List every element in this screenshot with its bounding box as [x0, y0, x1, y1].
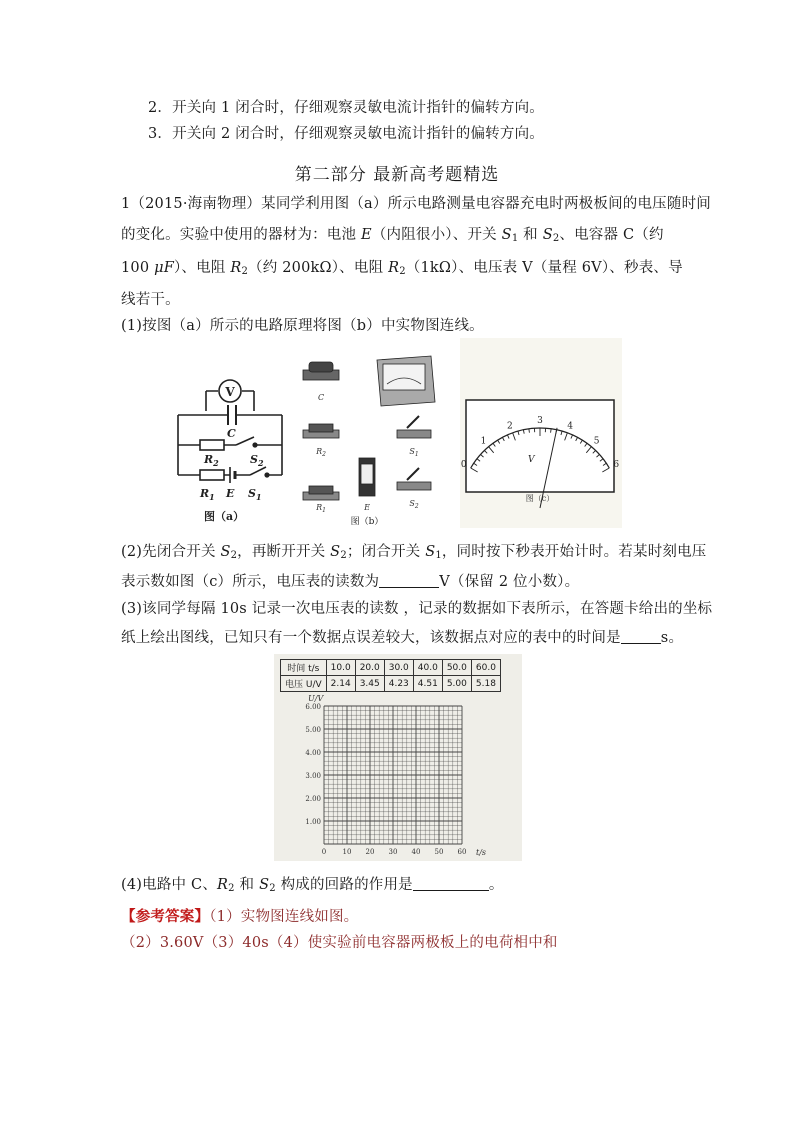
label-c: C — [227, 427, 236, 440]
b-label-r2: $R_2$ — [316, 447, 326, 458]
dial-tick-label: 5 — [593, 436, 600, 447]
fig-b-caption: 图（b） — [350, 517, 384, 526]
voltmeter-dial-c — [452, 338, 622, 528]
graph-xtick-label: 30 — [388, 848, 398, 856]
q1-part3-line1: (3)该同学每隔 10s 记录一次电压表的读数 ，记录的数据如下表所示，在答题卡给出的坐标 — [121, 601, 713, 617]
graph-ytick-label: 3.00 — [305, 772, 321, 780]
table-row-time — [281, 660, 501, 676]
q1-line4: 线若干。 — [121, 292, 180, 308]
q1-line3: 100 μF）、电阻 $R_2$（约 200kΩ）、电阻 $R_2(1k\Omega)$、电压表 V（量程 6V）、秒表、导 — [121, 260, 683, 277]
label-r2: $R_2$ — [204, 453, 219, 468]
graph-ytick-label: 1.00 — [305, 818, 321, 826]
dial-tick-label: 6 — [613, 460, 620, 470]
b-label-s2: $S_2$ — [409, 499, 419, 510]
b-label-e: E — [364, 503, 370, 512]
q1-part4: (4)电路中 C、$R_2$ 和 $S_2$ 构成的回路的作用是 。 — [121, 877, 504, 894]
graph-grid — [305, 703, 466, 856]
section-title: 第二部分 最新高考题精选 — [294, 165, 500, 185]
table-cell: 30.0 — [384, 660, 413, 676]
component-photo-b — [295, 348, 445, 526]
table-cell: 20.0 — [355, 660, 384, 676]
b-label-s1: $S_1$ — [409, 447, 419, 458]
label-s1: $S_1$ — [248, 487, 262, 502]
q1-part3-line2: 纸上绘出图线，已知只有一个数据点误差较大，该数据点对应的表中的时间是 s。 — [121, 630, 684, 646]
dial-tick-label: 1 — [480, 436, 487, 447]
graph-xlabel: t/s — [476, 848, 487, 857]
answer-line2: （2）3.60V（3）40s（4）使实验前电容器两极板上的电荷相中和 — [121, 935, 558, 951]
dial-tick-label: 3 — [537, 416, 543, 426]
step-3: 3．开关向 2 闭合时，仔细观察灵敏电流计指针的偏转方向。 — [148, 126, 544, 142]
table-cell: 2.14 — [326, 676, 355, 692]
dial-tick — [529, 429, 530, 433]
graph-ytick-label: 2.00 — [305, 795, 321, 803]
q1-line1: 1（2015·海南物理）某同学利用图（a）所示电路测量电容器充电时两极板间的电压随时间 — [121, 196, 711, 212]
graph-paper — [294, 692, 494, 858]
label-e: E — [226, 487, 235, 500]
step-2: 2．开关向 1 闭合时，仔细观察灵敏电流计指针的偏转方向。 — [148, 100, 544, 116]
graph-ytick-label: 4.00 — [305, 749, 321, 757]
table-cell: 3.45 — [355, 676, 384, 692]
answer-blank-purpose[interactable] — [413, 876, 489, 891]
table-header-time: 时间 t/s — [281, 660, 327, 676]
label-r1: $R_1$ — [200, 487, 215, 502]
graph-xtick-label: 40 — [411, 848, 421, 856]
table-cell: 10.0 — [326, 660, 355, 676]
table-cell: 50.0 — [442, 660, 471, 676]
q1-part2-line1: (2)先闭合开关 $S_2$，再断开开关 $S_2$；闭合开关 $S_1$，同时按下秒表开始计时。若某时刻电压 — [121, 544, 707, 561]
answer-line1: 【参考答案】（1）实物图连线如图。 — [121, 908, 359, 925]
graph-xtick-label: 0 — [321, 848, 327, 856]
dial-tick-label: 0 — [460, 460, 467, 470]
q1-part2-line2: 表示数如图（c）所示，电压表的读数为 V（保留 2 位小数）。 — [121, 574, 580, 590]
dial-tick-label: 2 — [507, 421, 513, 432]
answer-blank-voltage[interactable] — [379, 573, 439, 588]
graph-ytick-label: 6.00 — [305, 703, 321, 711]
data-table — [280, 659, 501, 692]
voltmeter-symbol: V — [225, 385, 235, 399]
circuit-diagram-a — [170, 375, 290, 525]
dial-tick-label: 4 — [567, 421, 573, 432]
graph-xtick-label: 20 — [365, 848, 375, 856]
table-cell: 4.51 — [413, 676, 442, 692]
table-cell: 5.18 — [471, 676, 500, 692]
graph-ylabel: U/V — [308, 694, 324, 703]
graph-xtick-label: 10 — [342, 848, 352, 856]
fig-a-caption: 图（a） — [204, 510, 245, 523]
answer-tag: 【参考答案】 — [121, 908, 210, 925]
fig-c-caption: 图（c） — [525, 494, 555, 503]
table-cell: 4.23 — [384, 676, 413, 692]
graph-ytick-label: 5.00 — [305, 726, 321, 734]
q1-part1: (1)按图（a）所示的电路原理将图（b）中实物图连线。 — [121, 318, 484, 334]
dial-symbol: V — [528, 455, 535, 465]
q1-line2: 的变化。实验中使用的器材为：电池 E（内阻很小）、开关 $S_1$ 和 $S_2$、电容器 C（约 — [121, 227, 664, 244]
b-label-c: C — [317, 393, 325, 402]
b-label-r1: $R_1$ — [316, 503, 326, 514]
dial-tick — [551, 429, 552, 433]
answer-blank-time[interactable] — [621, 629, 661, 644]
table-cell: 40.0 — [413, 660, 442, 676]
graph-xtick-label: 60 — [457, 848, 467, 856]
table-header-voltage: 电压 U/V — [281, 676, 327, 692]
graph-xtick-label: 50 — [434, 848, 444, 856]
label-s2: $S_2$ — [250, 453, 264, 468]
table-cell: 60.0 — [471, 660, 500, 676]
table-cell: 5.00 — [442, 676, 471, 692]
table-row-voltage — [281, 676, 501, 692]
